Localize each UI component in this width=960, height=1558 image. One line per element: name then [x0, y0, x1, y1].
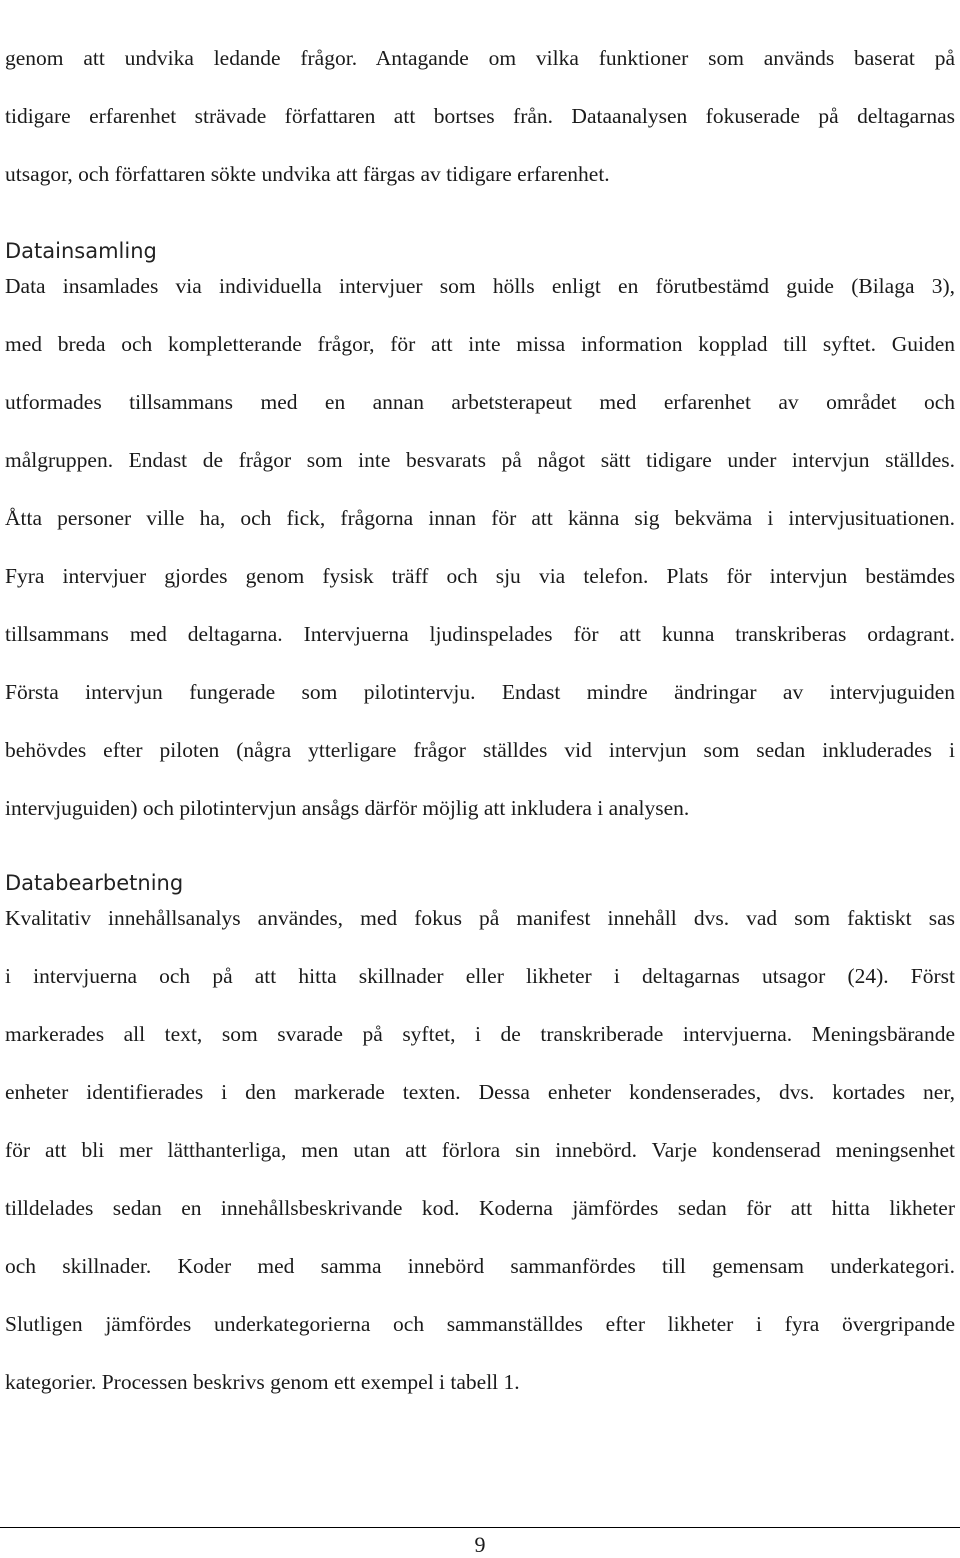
paragraph-line: kategorier. Processen beskrivs genom ett exempel i tabell 1.: [5, 1370, 520, 1394]
paragraph-line: i intervjuerna och på att hitta skillnader eller likheter i deltagarnas utsagor (24). Först: [5, 964, 955, 988]
paragraph-line: intervjuguiden) och pilotintervjun ansågs därför möjlig att inkludera i analysen.: [5, 796, 690, 820]
datainsamling-paragraph: [5, 257, 955, 837]
paragraph-line: genom att undvika ledande frågor. Antagande om vilka funktioner som används baserat på: [5, 46, 955, 70]
paragraph-line: utformades tillsammans med en annan arbetsterapeut med erfarenhet av området och: [5, 390, 955, 414]
paragraph-line: utsagor, och författaren sökte undvika att färgas av tidigare erfarenhet.: [5, 162, 610, 186]
paragraph-line: Data insamlades via individuella intervjuer som hölls enligt en förutbestämd guide (Bilaga 3),: [5, 274, 955, 298]
section-heading-databearbetning: Databearbetning: [5, 871, 184, 895]
intro-paragraph: [5, 29, 955, 203]
page-number: 9: [474, 1532, 486, 1557]
footer-divider: [0, 1527, 960, 1528]
paragraph-line: Åtta personer ville ha, och fick, frågorna innan för att känna sig bekväma i intervjusituationen.: [5, 506, 955, 530]
paragraph-line: Första intervjun fungerade som pilotintervju. Endast mindre ändringar av intervjuguiden: [5, 680, 955, 704]
section-heading-datainsamling: Datainsamling: [5, 239, 157, 263]
paragraph-line: Fyra intervjuer gjordes genom fysisk träff och sju via telefon. Plats för intervjun bestämdes: [5, 564, 955, 588]
databearbetning-paragraph: [5, 889, 955, 1411]
paragraph-line: målgruppen. Endast de frågor som inte besvarats på något sätt tidigare under intervjun ställdes.: [5, 448, 955, 472]
paragraph-line: Kvalitativ innehållsanalys användes, med fokus på manifest innehåll dvs. vad som faktiskt sas: [5, 906, 955, 930]
paragraph-line: med breda och kompletterande frågor, för att inte missa information kopplad till syftet. Guiden: [5, 332, 955, 356]
paragraph-line: enheter identifierades i den markerade texten. Dessa enheter kondenserades, dvs. kortades ner,: [5, 1080, 955, 1104]
paragraph-line: tidigare erfarenhet strävade författaren att bortses från. Dataanalysen fokuserade på deltagarnas: [5, 104, 955, 128]
paragraph-line: tillsammans med deltagarna. Intervjuerna ljudinspelades för att kunna transkriberas ordagrant.: [5, 622, 955, 646]
paragraph-line: markerades all text, som svarade på syftet, i de transkriberade intervjuerna. Meningsbärande: [5, 1022, 955, 1046]
paragraph-line: för att bli mer lätthanterliga, men utan att förlora sin innebörd. Varje kondenserad meningsenhet: [5, 1138, 955, 1162]
paragraph-line: behövdes efter piloten (några ytterligare frågor ställdes vid intervjun som sedan inkluderades i: [5, 738, 955, 762]
paragraph-line: och skillnader. Koder med samma innebörd sammanfördes till gemensam underkategori.: [5, 1254, 955, 1278]
paragraph-line: Slutligen jämfördes underkategorierna och sammanställdes efter likheter i fyra övergripande: [5, 1312, 955, 1336]
paragraph-line: tilldelades sedan en innehållsbeskrivande kod. Koderna jämfördes sedan för att hitta likheter: [5, 1196, 955, 1220]
